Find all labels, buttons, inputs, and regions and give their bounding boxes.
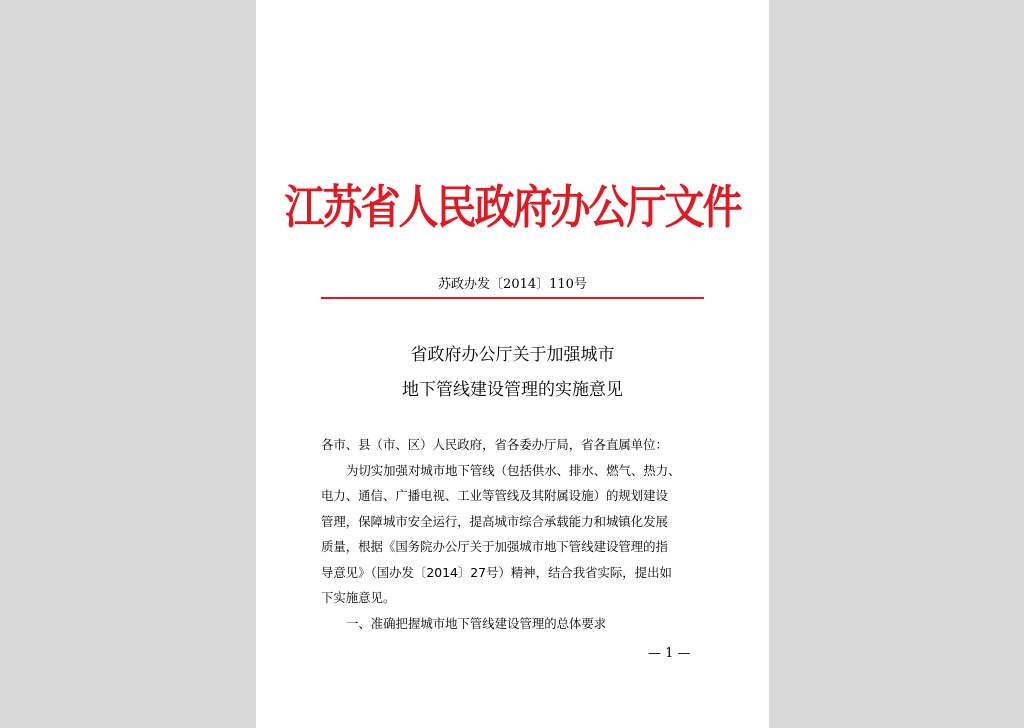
issuer-title: 江苏省人民政府办公厅文件	[284, 181, 741, 235]
document-number: 苏政办发〔2014〕110号	[438, 277, 587, 292]
document-heading-line-1: 省政府办公厅关于加强城市	[410, 345, 615, 365]
body-line: 电力、通信、广播电视、工业等管线及其附属设施）的规划建设	[321, 488, 668, 503]
body-line: 下实施意见。	[321, 590, 396, 605]
body-line: 质量，根据《国务院办公厅关于加强城市地下管线建设管理的指	[321, 539, 668, 554]
body-line-salutation: 各市、县（市、区）人民政府，省各委办厅局，省各直属单位：	[321, 437, 668, 452]
document-heading-line-2: 地下管线建设管理的实施意见	[402, 380, 623, 400]
body-line: 管理，保障城市安全运行，提高城市综合承载能力和城镇化发展	[321, 513, 668, 529]
section-heading-1: 一、准确把握城市地下管线建设管理的总体要求	[346, 615, 607, 631]
body-line: 为切实加强对城市地下管线（包括供水、排水、燃气、热力、	[346, 462, 681, 478]
document-body	[321, 432, 701, 636]
red-divider-rule	[321, 297, 704, 299]
document-page	[256, 0, 769, 728]
page-number: — 1 —	[648, 646, 691, 661]
body-line: 导意见》（国办发〔2014〕27号）精神，结合我省实际，提出如	[321, 564, 672, 580]
